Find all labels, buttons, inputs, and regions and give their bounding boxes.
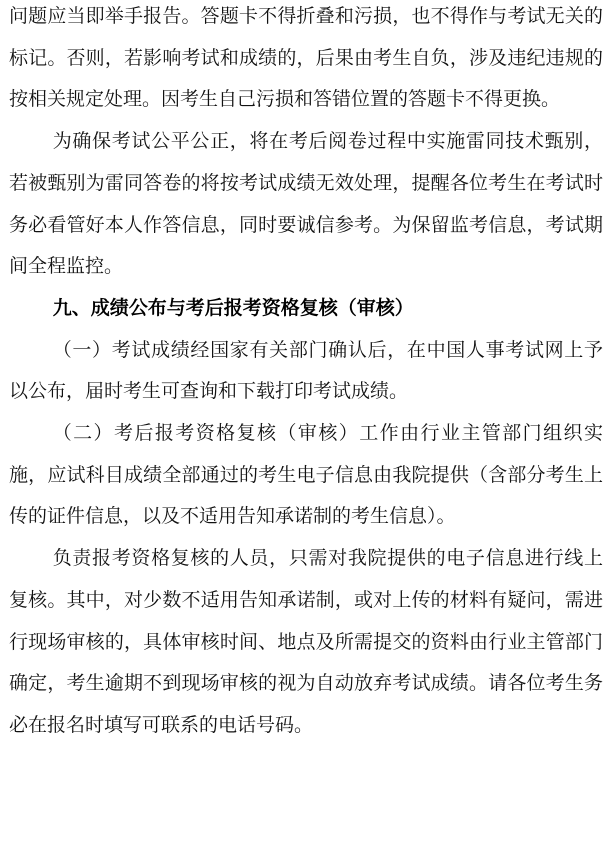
paragraph-review-personnel: 负责报考资格复核的人员，只需对我院提供的电子信息进行线上复核。其中，对少数不适用告知承诺制，或对上传的材料有疑问，需进行现场审核的，具体审核时间、地点及所需提交的资料由行业主管部门确定，考生逾期不到现场审核的视为自动放弃考试成绩。请各位考生务必在报名时填写可联系的电话号码。 — [9, 547, 603, 736]
section-heading-results-review: 九、成绩公布与考后报考资格复核（审核） — [52, 296, 414, 319]
paragraph-results-publication: （一）考试成绩经国家有关部门确认后，在中国人事考试网上予以公布，届时考生可查询和下载打印考试成绩。 — [9, 338, 603, 403]
paragraph-similarity-check: 为确保考试公平公正，将在考后阅卷过程中实施雷同技术甄别，若被甄别为雷同答卷的将按考试成绩无效处理，提醒各位考生在考试时务必看管好本人作答信息，同时要诚信参考。为保留监考信息，考试期间全程监控。 — [9, 130, 603, 278]
paragraph-qualification-review: （二）考后报考资格复核（审核）工作由行业主管部门组织实施，应试科目成绩全部通过的考生电子信息由我院提供（含部分考生上传的证件信息，以及不适用告知承诺制的考生信息）。 — [9, 422, 603, 528]
paragraph-answer-sheet-rules: 问题应当即举手报告。答题卡不得折叠和污损，也不得作与考试无关的标记。否则，若影响考试和成绩的，后果由考生自负，涉及违纪违规的按相关规定处理。因考生自己污损和答错位置的答题卡不得更换。 — [9, 5, 603, 111]
